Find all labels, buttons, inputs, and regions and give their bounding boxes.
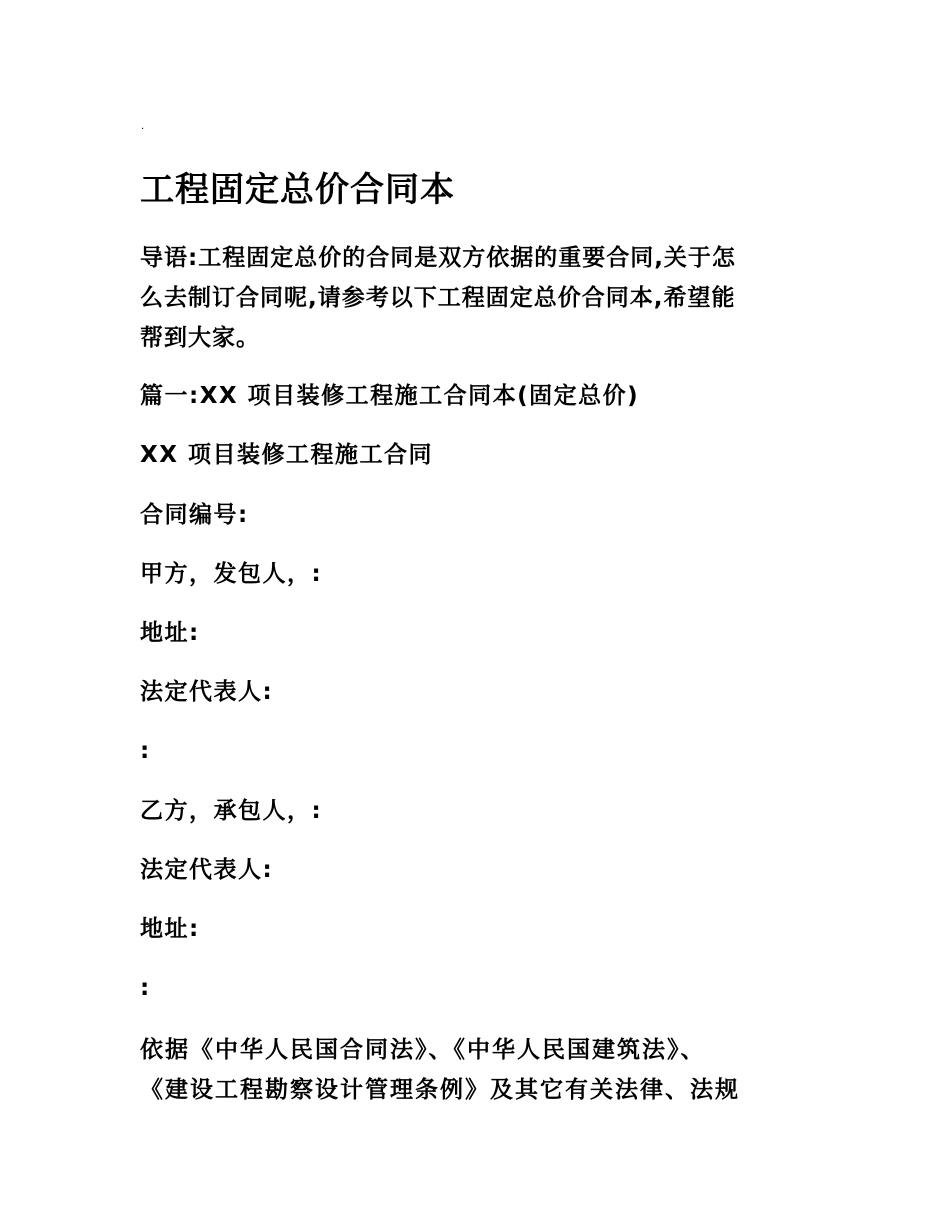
party-a-address-label: 地址: bbox=[140, 620, 200, 646]
party-a-blank-field: : bbox=[140, 738, 151, 764]
legal-basis-line: 依据《中华人民国合同法》、《中华人民国建筑法》、 bbox=[140, 1037, 706, 1063]
party-a-legal-rep-label: 法定代表人: bbox=[140, 679, 274, 705]
party-b-legal-rep-label: 法定代表人: bbox=[140, 857, 274, 883]
legal-basis-paragraph bbox=[140, 1030, 820, 1110]
section-heading: 篇一:XX 项目装修工程施工合同本(固定总价) bbox=[140, 383, 640, 409]
party-b-label: 乙方，承包人，: bbox=[140, 798, 323, 824]
intro-line: 么去制订合同呢,请参考以下工程固定总价合同本,希望能 bbox=[140, 285, 736, 311]
intro-line: 导语:工程固定总价的合同是双方依据的重要合同,关于怎 bbox=[140, 245, 736, 271]
party-b-address-label: 地址: bbox=[140, 916, 200, 942]
document-title: 工程固定总价合同本 bbox=[140, 170, 455, 210]
contract-number-label: 合同编号: bbox=[140, 502, 249, 528]
contract-name: XX 项目装修工程施工合同 bbox=[140, 442, 433, 468]
party-a-label: 甲方，发包人，: bbox=[140, 561, 323, 587]
legal-basis-line: 《建设工程勘察设计管理条例》及其它有关法律、法规 bbox=[140, 1077, 740, 1103]
dot-mark: . bbox=[141, 121, 145, 132]
intro-paragraph bbox=[140, 238, 812, 358]
party-b-blank-field: : bbox=[140, 975, 151, 1001]
intro-line: 帮到大家。 bbox=[140, 325, 260, 351]
